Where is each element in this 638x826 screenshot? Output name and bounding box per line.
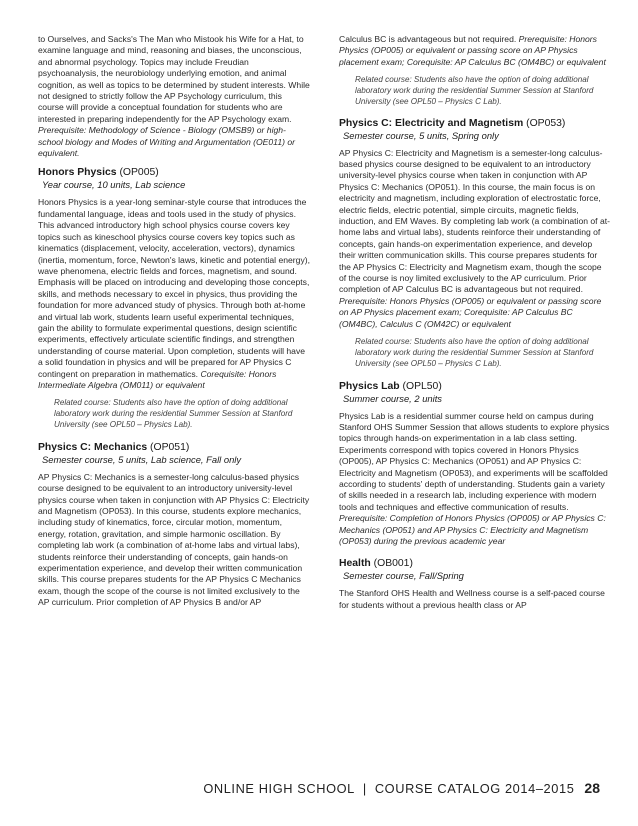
related-course-note: Related course: Students also have the option of doing additional laboratory work during the residential Summer Session at Stanford University (see OPL50 – Physics C Lab).: [355, 337, 594, 368]
course-prerequisite: Prerequisite: Honors Physics (OP005) or equivalent or passing score on AP Physics placement exam; Corequisite: AP Calculus BC (OM4BC), Calculus C (OM42C) or equivalent: [339, 295, 602, 329]
course-prerequisite: Corequisite: Honors Intermediate Algebra (OM011) or equivalent: [38, 368, 277, 390]
course-code: (OP051): [150, 441, 190, 453]
course-title: [339, 557, 611, 570]
course-body: Physics Lab is a residential summer course held on campus during Stanford OHS Summer Session that allows students to explore physics topics through hands-on experimentation in a lab class setting. Experiments correspond with topics covered in Honors Physics (OP005), AP Physics C: Mechanics (OP051) and AP Physics C: Electricity and Magnetism (OP053), and experiments will be scaffolded according to students' depth of understanding. Students gain a variety of skills needed in a research lab, including experience with modern tools and techniques and effective communication of results.: [339, 410, 610, 512]
related-course-note: Related course: Students also have the option of doing additional laboratory work during the residential Summer Session at Stanford University (see OPL50 – Physics Lab).: [54, 398, 293, 429]
course-title-text: Physics Lab: [339, 380, 400, 392]
intro-prerequisite: Prerequisite: Methodology of Science - Biology (OMSB9) or high-school biology and Modes of Writing and Argumentation (OE011) or equivalent.: [38, 125, 295, 159]
course-title-text: Physics C: Electricity and Magnetism: [339, 117, 524, 129]
page-footer: [0, 780, 638, 796]
related-course-note: Related course: Students also have the option of doing additional laboratory work during the residential Summer Session at Stanford University (see OPL50 – Physics C Lab).: [355, 75, 594, 106]
course-prerequisite: Prerequisite: Completion of Honors Physics (OP005) or AP Physics C: Mechanics (OP051) and AP Physics C: Electricity and Magnetism (OP053) during the previous academic year: [339, 513, 606, 546]
footer-catalog: COURSE CATALOG 2014–2015: [374, 781, 575, 796]
course-description: [339, 411, 611, 548]
course-physics-c-em: [339, 117, 611, 370]
continuation-prerequisite: Prerequisite: Honors Physics (OP005) or equivalent or passing score on AP Physics placement exam; Corequisite: AP Calculus BC (OM4BC) or equivalent: [339, 34, 606, 67]
continuation-paragraph: [339, 34, 611, 68]
course-honors-physics: [38, 166, 310, 430]
course-subhead: Summer course, 2 units: [343, 392, 442, 404]
course-subhead: Semester course, Fall/Spring: [343, 570, 464, 582]
course-title: [38, 441, 310, 454]
continuation-text: Calculus BC is advantageous but not required.: [339, 34, 517, 44]
course-physics-c-mechanics: [38, 441, 310, 609]
course-code: (OP053): [526, 117, 566, 129]
course-subhead: Semester course, 5 units, Lab science, Fall only: [42, 453, 242, 465]
intro-text: to Ourselves, and Sacks's The Man who Mistook his Wife for a Hat, to examine language and mind, reasoning and biases, the unconscious, and abnormal psychology. Topics may include Freudian psychoanalysis, the neurobiology underlying emotion, and animal cognition, as well as topics to be determined by student interests. While not designed to strictly follow the AP Psychology curriculum, this course will provide a conceptual foundation for students who are interested in preparing independently for the AP Psychology exam.: [38, 34, 310, 124]
course-body: Honors Physics is a year-long seminar-style course that introduces the fundamental language, ideas and tools used in the study of physics. This advanced introductory high school physics course covers key topics such as kineschool physics course covers key topics such as kinematics (displacement, velocity, acceleration, vectors), dynamics (inertia, momentum, force, Newton's laws, kinetic and potential energy), wave phenomena, electric fields and forces, magnetism, and sound. Emphasis will be placed on introducing and developing those concepts, skills, and methods necessary to excel in physics, thus providing the foundation for more advanced study of physics. Through both at-home and virtual lab work, students learn useful experimental techniques, gain the ability to formulate experimental questions, design scientific experiments, effectively articulate scientific findings, and strengthen understanding of course material. Upon completion, students will have a solid foundation in physics and will be prepared for AP Physics C contingent on preparation in mathematics.: [38, 197, 310, 379]
page-number: 28: [584, 780, 600, 796]
course-title: [339, 380, 611, 393]
course-code: (OB001): [373, 558, 413, 570]
left-column: [38, 34, 310, 619]
course-title: [339, 117, 611, 130]
course-title-text: Health: [339, 558, 371, 570]
course-description: [38, 197, 310, 391]
course-body: AP Physics C: Mechanics is a semester-long calculus-based physics course designed to be equivalent to an introductory university-level physics course when taken in conjunction with AP Physics C: Electricity and Magnetism (OP053). In this course, students explore mechanics, including study of kinematics, force, circular motion, momentum, energy, rotation, gravitation, and simple harmonic oscillation. By completing lab work (a combination of at-home labs and virtual labs), students reinforce their understanding of concepts, gain hands-on experimentation experience, and develop their written communication skills. This course prepares students for the AP Physics C Mechanics exam, though the scope of the course is not limited exclusively to the AP curriculum. Prior completion of AP Physics B and/or AP: [38, 471, 310, 608]
footer-school: ONLINE HIGH SCHOOL: [203, 781, 355, 796]
right-column: [339, 34, 611, 621]
course-physics-lab: [339, 380, 611, 548]
course-description: [339, 148, 611, 331]
course-health: [339, 557, 611, 611]
course-subhead: Semester course, 5 units, Spring only: [343, 129, 499, 141]
course-body: The Stanford OHS Health and Wellness course is a self-paced course for students without a previous health class or AP: [339, 588, 605, 610]
course-title: [38, 166, 310, 179]
course-title-text: Physics C: Mechanics: [38, 441, 148, 453]
course-title-text: Honors Physics: [38, 167, 117, 179]
course-body: AP Physics C: Electricity and Magnetism is a semester-long calculus-based physics course designed to be equivalent to an introductory university-level physics course when taken in conjunction with AP Physics C: Mechanics (OP051). In this course, the main focus is on electricity and magnetism, including exploration of electrostatic force, electric fields, electric potential, simple circuits, magnetic fields, induction, and EM Waves. By completing lab work (a combination of at-home labs and virtual labs), students reinforce their understanding of concepts, gain hands-on experimentation experience, and develop their written communication skills. This course prepares students for the AP Physics C: Electricity and Magnetism exam, though the scope of the course is noy limited exclusively to the AP curriculum. Prior completion of AP Calculus BC is advantageous but not required.: [339, 147, 610, 295]
course-subhead: Year course, 10 units, Lab science: [42, 179, 186, 191]
footer-separator: |: [362, 781, 367, 796]
course-code: (OPL50): [402, 380, 442, 392]
course-code: (OP005): [119, 167, 159, 179]
intro-paragraph: [38, 34, 310, 159]
